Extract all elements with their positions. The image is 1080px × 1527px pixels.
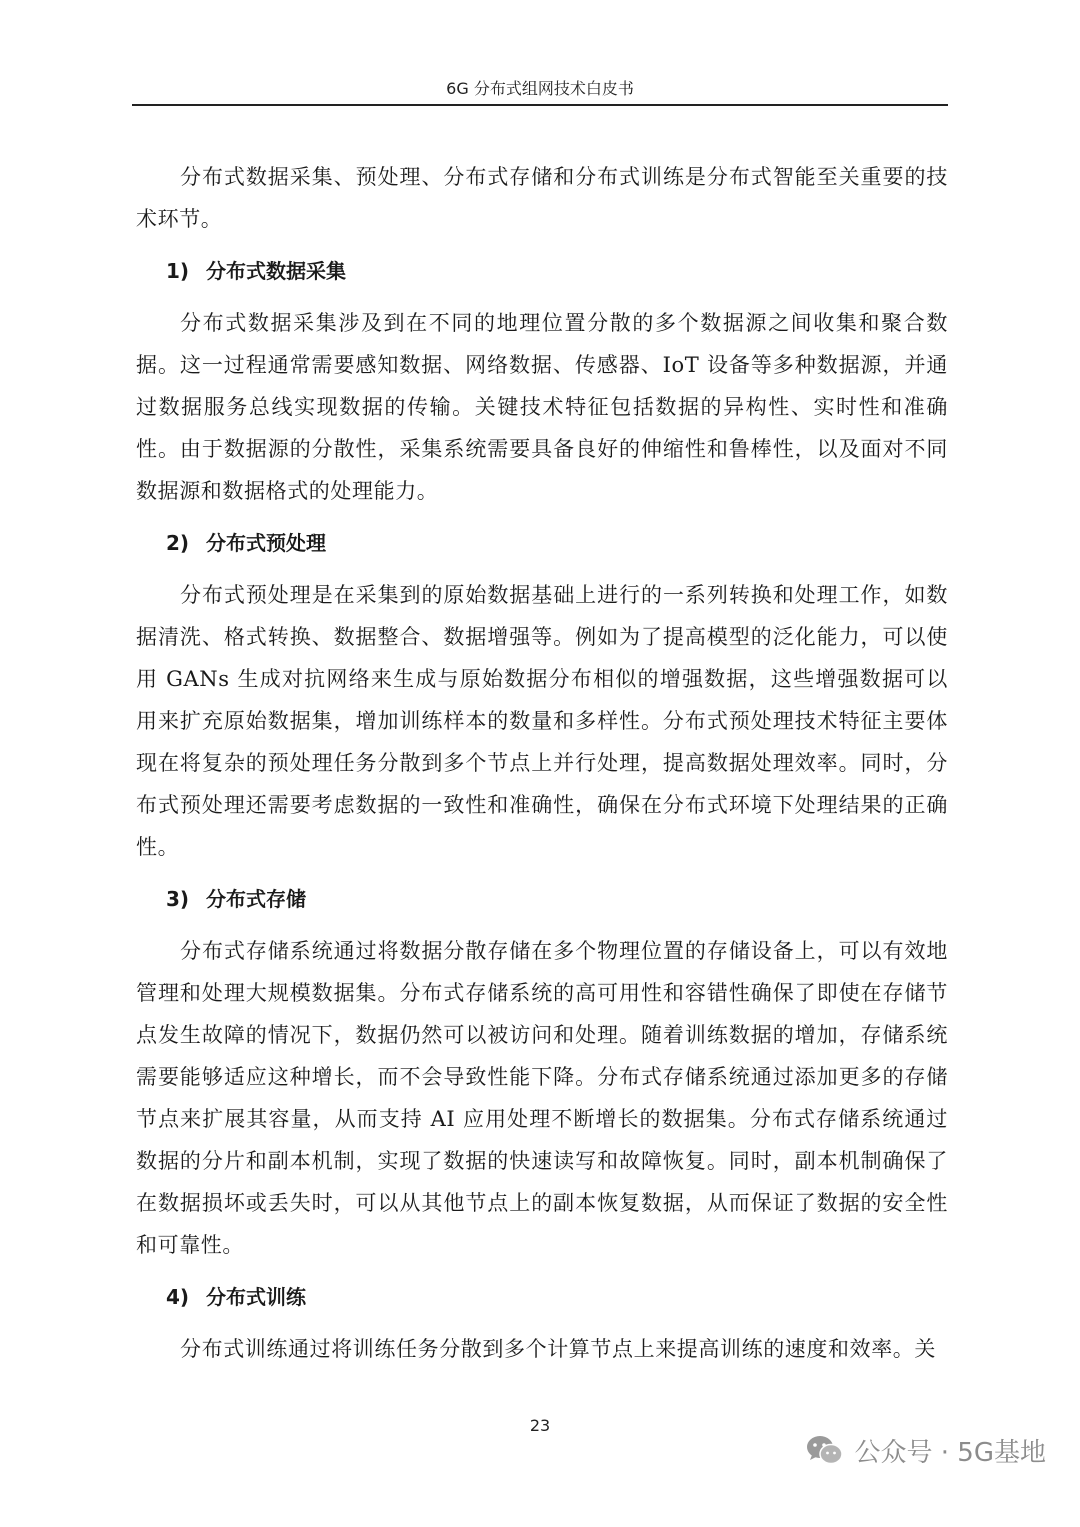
intro-paragraph: 分布式数据采集、预处理、分布式存储和分布式训练是分布式智能至关重要的技术环节。 (136, 165, 948, 231)
section-paragraph-3: 分布式存储系统通过将数据分散存储在多个物理位置的存储设备上，可以有效地管理和处理大规模数据集。分布式存储系统的高可用性和容错性确保了即使在存储节点发生故障的情况下，数据仍然可以被访问和处理。随着训练数据的增加，存储系统需要能够适应这种增长，而不会导致性能下降。分布式存储系统通过添加更多的存储节点来扩展其容量，从而支持 AI 应用处理不断增长的数据集。分布式存储系统通过数据的分片和副本机制，实现了数据的快速读写和故障恢复。同时，副本机制确保了在数据损坏或丢失时，可以从其他节点上的副本恢复数据，从而保证了数据的安全性和可靠性。 (136, 939, 948, 1257)
document-body (136, 156, 948, 1380)
section-title: 分布式数据采集 (206, 259, 346, 283)
section-number: 2) (166, 531, 190, 555)
section-number: 1) (166, 259, 190, 283)
section-title: 分布式存储 (206, 887, 306, 911)
watermark (805, 1432, 1046, 1469)
section-heading-2 (166, 522, 948, 564)
page-number: 23 (529, 1416, 551, 1435)
header-divider (132, 104, 948, 106)
section-heading-3 (166, 878, 948, 920)
section-paragraph-2: 分布式预处理是在采集到的原始数据基础上进行的一系列转换和处理工作，如数据清洗、格式转换、数据整合、数据增强等。例如为了提高模型的泛化能力，可以使用 GANs 生成对抗网络来生成与原始数据分布相似的增强数据，这些增强数据可以用来扩充原始数据集，增加训练样本的数量和多样性。分布式预处理技术特征主要体现在将复杂的预处理任务分散到多个节点上并行处理，提高数据处理效率。同时，分布式预处理还需要考虑数据的一致性和准确性，确保在分布式环境下处理结果的正确性。 (136, 583, 948, 859)
section-title: 分布式预处理 (206, 531, 326, 555)
section-paragraph-4: 分布式训练通过将训练任务分散到多个计算节点上来提高训练的速度和效率。关 (180, 1337, 936, 1361)
page-header-title: 6G 分布式组网技术白皮书 (446, 79, 634, 98)
section-number: 4) (166, 1285, 190, 1309)
section-title: 分布式训练 (206, 1285, 306, 1309)
wechat-icon (805, 1434, 845, 1468)
section-heading-4 (166, 1276, 948, 1318)
section-number: 3) (166, 887, 190, 911)
section-heading-1 (166, 250, 948, 292)
section-paragraph-1: 分布式数据采集涉及到在不同的地理位置分散的多个数据源之间收集和聚合数据。这一过程通常需要感知数据、网络数据、传感器、IoT 设备等多种数据源，并通过数据服务总线实现数据的传输。关键技术特征包括数据的异构性、实时性和准确性。由于数据源的分散性，采集系统需要具备良好的伸缩性和鲁棒性，以及面对不同数据源和数据格式的处理能力。 (136, 311, 948, 503)
watermark-text: 公众号 · 5G基地 (854, 1438, 1046, 1468)
